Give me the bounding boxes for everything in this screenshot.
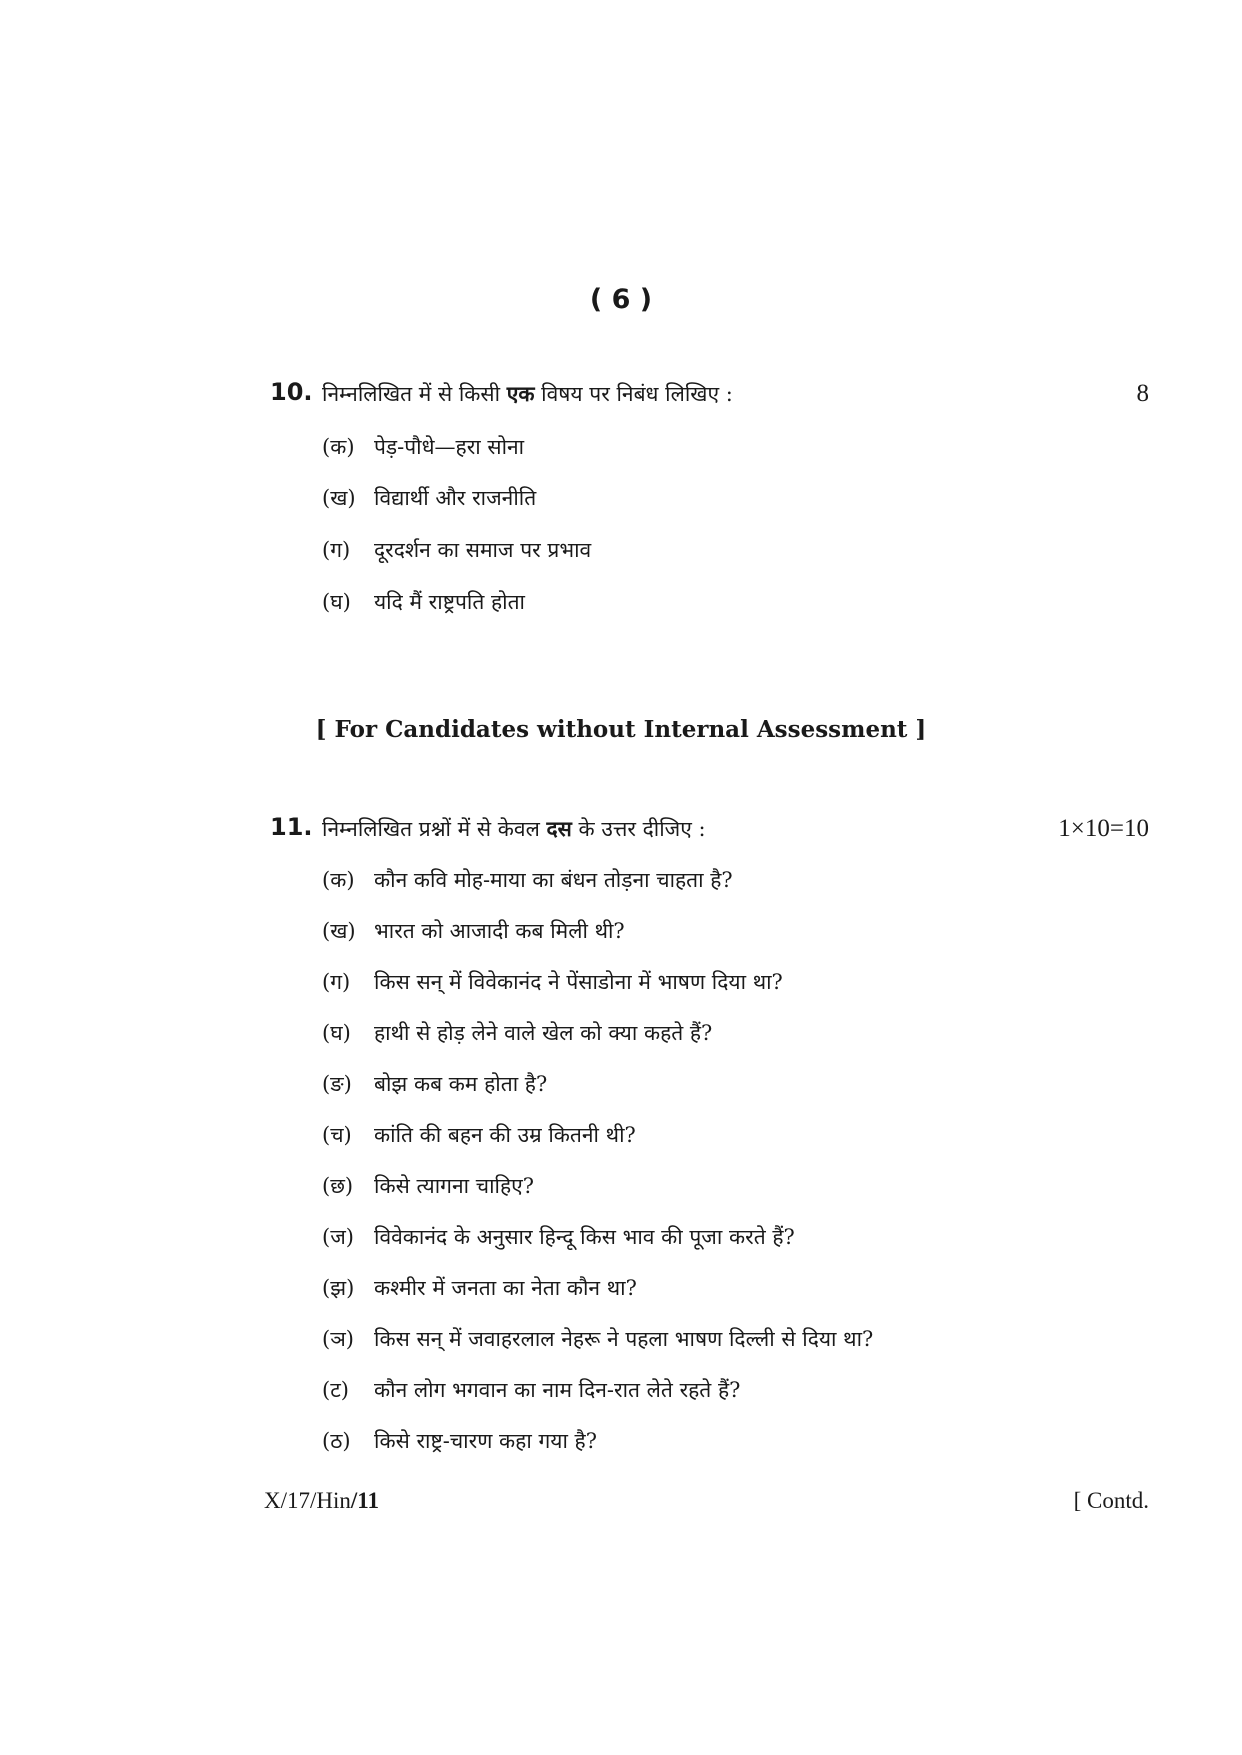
option-label: (क) — [322, 868, 355, 892]
option-label: (ज) — [322, 1225, 354, 1249]
option-text: हाथी से होड़ लेने वाले खेल को क्या कहते हैं? — [374, 1021, 713, 1045]
option-label: (ट) — [322, 1378, 349, 1402]
page-number: ( 6 ) — [589, 284, 653, 315]
option-label: (ञ) — [322, 1327, 354, 1351]
option-text: भारत को आजादी कब मिली थी? — [374, 919, 625, 943]
option-label: (ग) — [322, 538, 351, 562]
option-text: कौन लोग भगवान का नाम दिन-रात लेते रहते हैं? — [374, 1378, 741, 1402]
q11-text-bold: दस — [546, 816, 572, 841]
option-label: (घ) — [322, 1021, 351, 1045]
option-text: विद्यार्थी और राजनीति — [374, 486, 537, 510]
q10-marks: 8 — [1136, 380, 1149, 407]
q11-text-before: निम्नलिखित प्रश्नों में से केवल — [322, 817, 547, 841]
option-label: (झ) — [322, 1276, 355, 1300]
option-text: कांति की बहन की उम्र कितनी थी? — [374, 1123, 636, 1147]
option-label: (ङ) — [322, 1072, 352, 1096]
paper-code-prefix: X/17/Hin — [264, 1488, 351, 1513]
option-text: कौन कवि मोह-माया का बंधन तोड़ना चाहता है? — [374, 868, 733, 892]
option-text: किसे राष्ट्र-चारण कहा गया है? — [374, 1429, 597, 1453]
q10-option — [322, 588, 525, 616]
q11-option — [322, 1376, 740, 1404]
option-text: बोझ कब कम होता है? — [374, 1072, 548, 1096]
q11-option — [322, 866, 733, 894]
option-label: (छ) — [322, 1174, 354, 1198]
q10-number: 10. — [270, 378, 313, 406]
option-label: (च) — [322, 1123, 352, 1147]
q11-option — [322, 1427, 597, 1455]
q10-option — [322, 433, 524, 461]
section-heading: [ For Candidates without Internal Assessment ] — [315, 716, 927, 743]
q11-option — [322, 1019, 712, 1047]
q11-option — [322, 1172, 534, 1200]
q11-option — [322, 1325, 873, 1353]
q11-text — [322, 815, 706, 843]
contd-label: [ Contd. — [1073, 1488, 1149, 1513]
option-label: (ख) — [322, 919, 356, 943]
q11-option — [322, 1223, 795, 1251]
paper-code — [264, 1488, 379, 1514]
paper-code-bold: /11 — [350, 1488, 380, 1513]
option-label: (ठ) — [322, 1429, 351, 1453]
q11-option — [322, 968, 783, 996]
option-text: किसे त्यागना चाहिए? — [374, 1174, 534, 1198]
q10-text-before: निम्नलिखित में से किसी — [322, 382, 507, 406]
q10-text-after: विषय पर निबंध लिखिए : — [534, 382, 733, 406]
q11-option — [322, 1121, 636, 1149]
q11-number: 11. — [270, 813, 313, 841]
q11-marks: 1×10=10 — [1058, 815, 1149, 842]
q11-option — [322, 1274, 637, 1302]
q10-text-bold: एक — [506, 381, 535, 406]
option-text: यदि मैं राष्ट्रपति होता — [374, 590, 525, 614]
option-label: (क) — [322, 435, 355, 459]
option-text: किस सन् में जवाहरलाल नेहरू ने पहला भाषण दिल्ली से दिया था? — [374, 1327, 874, 1351]
q11-option — [322, 1070, 547, 1098]
q10-option — [322, 536, 591, 564]
option-text: पेड़-पौधे—हरा सोना — [374, 435, 525, 459]
q11-text-after: के उत्तर दीजिए : — [571, 817, 706, 841]
option-text: दूरदर्शन का समाज पर प्रभाव — [374, 538, 592, 562]
q11-option — [322, 917, 625, 945]
option-label: (ख) — [322, 486, 356, 510]
option-text: विवेकानंद के अनुसार हिन्दू किस भाव की पूजा करते हैं? — [374, 1225, 795, 1249]
option-text: कश्मीर में जनता का नेता कौन था? — [374, 1276, 637, 1300]
option-text: किस सन् में विवेकानंद ने पेंसाडोना में भाषण दिया था? — [374, 970, 783, 994]
option-label: (घ) — [322, 590, 351, 614]
q10-option — [322, 484, 536, 512]
q10-text — [322, 380, 733, 408]
option-label: (ग) — [322, 970, 351, 994]
